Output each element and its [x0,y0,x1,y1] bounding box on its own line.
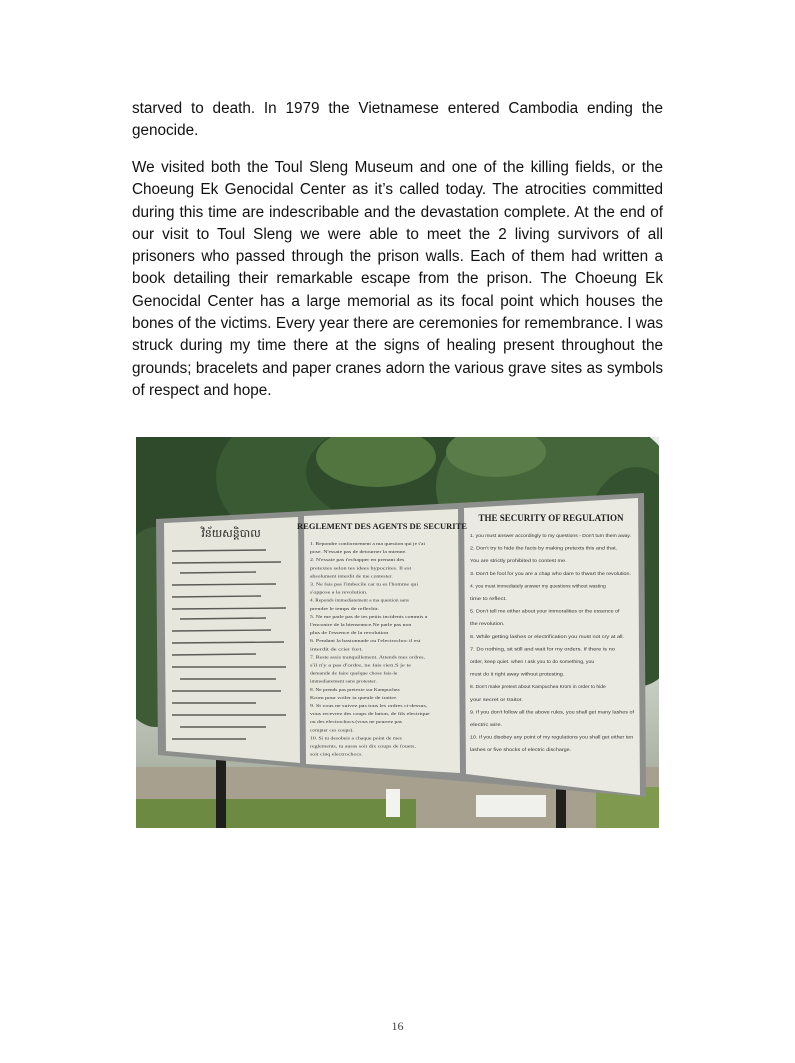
sign-rule-line: 2. N'essaie pas t'echapper en prenant des [310,557,405,563]
sign-rule-line: 8. Ne prends pas pretexte sur Kampuchea [310,686,400,692]
page-number: 16 [391,1019,404,1033]
sign-rule-line: the revolution. [470,622,501,628]
grass [136,799,416,828]
sign-rule-line: You are strictly prohibited to contest me. [470,559,556,565]
khmer-panel-title: វិន័យសន្តិបាល [201,528,261,540]
sign-rule-line: plus de l'essence de la revolution [310,630,390,636]
sign-rule-line: soit cinq electrochocs. [310,751,363,757]
sign-rule-line: 8. Don't make pretext about Kampuchea Krom in order to hide [470,685,602,691]
sign-rule-line: 1. Repondre conformement a ma question qui je t'ai [310,541,426,546]
sign-rule-line: 4. you must immediately answer my questions without wasting [470,584,603,590]
sign-rule-line: 7. Reste assis tranquillement. Attends mes ordres, [310,654,402,660]
sign-rule-line: vous recevrez des coups de baton, de fils electrique [310,711,405,717]
sign-rule-line: lashes or five shocks of electric discharge. [470,748,560,754]
sign-rule-line: absolument interdit de me contester. [310,573,393,579]
sign-rule-line: 4. Reponds immediatement a ma question sans [310,597,410,603]
sign-rule-line: your secret or traitor. [470,697,514,703]
sign-rule-line: s'il n'y a pas d'ordre, ne fais rien.S je te [310,662,382,668]
sign-rule-line: immediatement sans protester. [310,678,377,684]
sign-rule-line: order, keep quiet. when I ask you to do something, you [470,660,587,665]
memorial-sign-photo [136,437,659,828]
sign-rule-line: 6. Pendant la bastonnade ou l'electrochoc il est [310,638,422,644]
sign-rule-line: 6. While getting lashes or electrification you must not cry at all. [470,634,603,640]
sign-rule-line: 2. Don't try to hide the facts by making pretexts this and that. [470,546,599,552]
sign-rule-line: pose. N'essaie pas de detourner la mienne. [310,549,407,555]
sign-rule-line: 7. Do nothing, sit still and wait for my orders. If there is no [470,647,593,653]
sign-rule-line: demande de faire quelque chose fais-le [310,670,398,676]
sign-rule-line: 1. you must answer accordingly to my questions - Don't turn them away. [470,534,623,539]
sign-rule-line: Krom pour voiler ta queule de traitre. [310,694,398,700]
paragraph-1: starved to death. In 1979 the Vietnamese entered Cambodia ending the genocide. [132,100,663,140]
sign-rule-line: 5. Ne me parle pas de tes petits incidents commis a [310,613,428,619]
paragraph-2: We visited both the Toul Sleng Museum and one of the killing fields, or the Choeung Ek Genocidal Center as it’s called today. The atrocities committed during this time are indescribable and the devastation complete. At the end of our visit to Toul Sleng we were able to meet the 2 living survivors of all prisoners who passed through the prison walls. Each of them had written a book detailing their remarkable escape from the prison. The Choeung Ek Genocidal Center has a large memorial as its focal point which houses the bones of the victims. Every year there are ceremonies for remembrance. I was struck during my time there at the signs of healing present throughout the grounds; bracelets and paper cranes adorn the various grave sites as symbols of respect and hope. [132,159,663,399]
sign-rule-line: 5. Don't tell me either about your immoralities or the essence of [470,609,605,615]
sign-rule-line: prendre le temps de reflechir. [310,605,379,611]
sign-rule-line: ou des electrochocs.(vous ne pourrez pas [310,719,403,725]
khmer-panel [164,517,300,763]
sign-rule-line: 9. If you don't follow all the above rules, you shall get many lashes of [470,710,616,716]
sign-rule-line: reglements, tu auras soit dix coups de fouets, [310,743,393,749]
english-panel-title: THE SECURITY OF REGULATION [478,513,624,523]
sign-rule-line: pretextes selon tes idees hypocrites. Il est [310,565,413,571]
sign-rule-line: electric wire. [470,723,497,728]
grave-marker [476,795,546,817]
sign-rule-line: l'encontre de la bienseance.Ne parle pas non [310,622,413,627]
sign-rule-line: 3. Don't be fool for you are a chap who dare to thwart the revolution. [470,571,615,577]
sign-rule-line: 10. Si tu desobeis a chaque point de mes [310,735,403,741]
french-panel-title: REGLEMENT DES AGENTS DE SECURITE [297,521,467,531]
sign-rule-line: 3. Ne fais pas l'imbecile car tu es l'homme qui [310,581,420,587]
sign-rule-line: 10. If you disobey any point of my regulations you shall get either ten [470,735,616,741]
sign-rule-line: 9. Si vous ne suivez pas tous les ordres ci-dessus, [310,703,401,708]
grave-marker [386,789,400,817]
sign-rule-line: compter ces coups). [310,727,354,733]
sign-rule-line: interdit de crier fort. [310,646,363,652]
sign-rule-line: must do it right away without protesting. [470,672,555,678]
sign-rule-line: s'oppose a la revolution. [310,589,368,595]
sign-rule-line: time to reflect. [470,597,501,602]
